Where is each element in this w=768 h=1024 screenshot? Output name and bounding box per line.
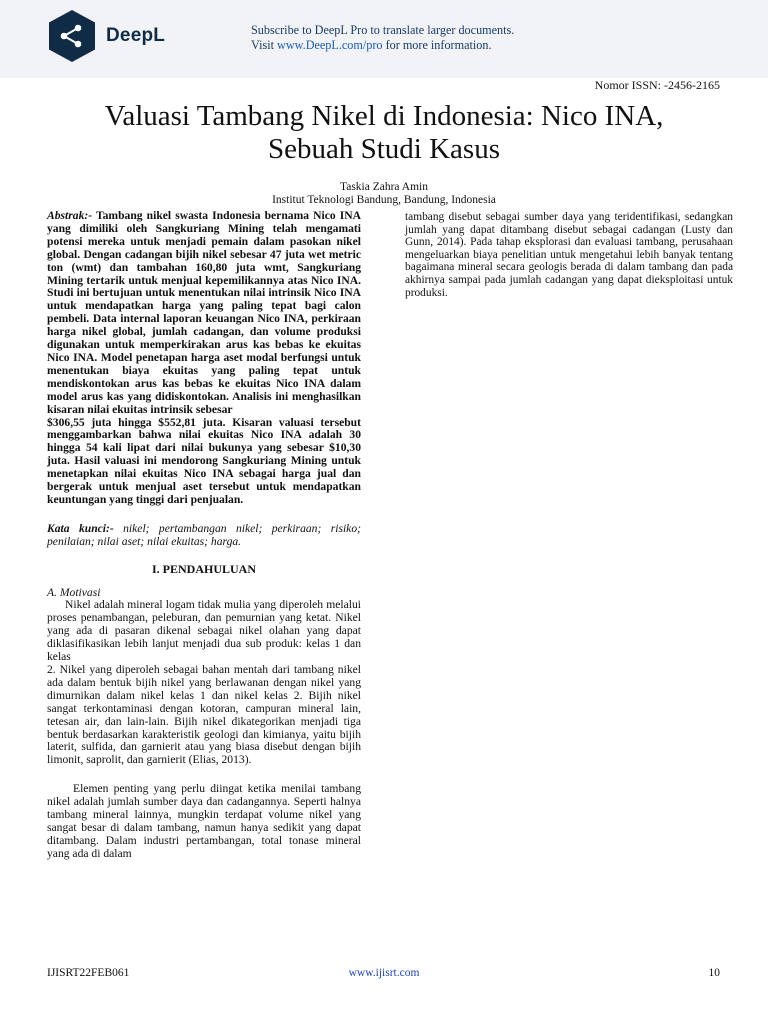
abstract-continued: $306,55 juta hingga $552,81 juta. Kisaran valuasi tersebut menggambarkan bahwa nilai ekuitas Nico INA adalah 30 hingga 54 kali lipat dari nilai bukunya yang sebesar $10,30 juta. Hasil valuasi ini mendorong Sangkuriang Mining untuk menetapkan nilai ekuitas Nico INA sebagai harga jual dan bergerak untuk menjual aset tersebut untuk mendapatkan keuntungan yang tinggi dari penjualan.: [47, 415, 361, 506]
keywords-text: nikel; pertambangan nikel; perkiraan; risiko; penilaian; nilai aset; nilai ekuitas; harga.: [47, 521, 361, 548]
promo-line-1: Subscribe to DeepL Pro to translate larger documents.: [251, 23, 515, 37]
author-affiliation: Institut Teknologi Bandung, Bandung, Indonesia: [272, 194, 496, 206]
author-name: Taskia Zahra Amin: [340, 181, 428, 193]
paper-title-line-1: Valuasi Tambang Nikel di Indonesia: Nico INA,: [104, 100, 664, 132]
intro-paragraph-1b: 2. Nikel yang diperoleh sebagai bahan mentah dari tambang nikel ada dalam bentuk bijih nikel yang berlawanan dengan nikel yang dimurnikan dalam nikel kelas 1 dan nikel kelas 2. Bijih nikel sangat terkontaminasi dengan kotoran, campuran mineral lain, tetesan air, dan lain-lain. Bijih nikel dikategorikan menjadi tiga bentuk berdasarkan karakteristik geologi dan kimianya, yaitu bijih laterit, sulfida, dan garnierit atau yang biasa disebut dengan bijih limonit, saprolit, dan garnierit (Elias, 2013).: [47, 663, 361, 767]
right-column: [405, 211, 733, 299]
intro-paragraph-2: Elemen penting yang perlu diingat ketika menilai tambang nikel adalah jumlah sumber daya dan cadangannya. Seperti halnya tambang mineral lainnya, mungkin terdapat volume nikel yang sangat besar di dalam tambang, namun hanya sedikit yang dapat ditambang. Dalam industri pertambangan, total tonase mineral yang ada di dalam: [47, 782, 361, 860]
deepl-banner: [0, 0, 768, 78]
deepl-pro-link[interactable]: www.DeepL.com/pro: [277, 37, 383, 52]
left-column: [47, 210, 361, 861]
footer-website-link[interactable]: www.ijisrt.com: [348, 967, 420, 979]
promo-suffix: for more information.: [382, 37, 492, 52]
page-number: 10: [708, 967, 720, 979]
footer-paper-id: IJISRT22FEB061: [47, 967, 130, 979]
right-column-paragraph: tambang disebut sebagai sumber daya yang teridentifikasi, sedangkan jumlah yang dapat ditambang disebut sebagai cadangan (Lusty dan Gunn, 2014). Pada tahap eksplorasi dan evaluasi tambang, perusahaan mengeluarkan biaya penelitian untuk mengetahui lebih banyak tentang bagaimana mineral secara geologis berada di dalam tambang dan pada akhirnya sampai pada jumlah cadangan yang dapat dieksploitasi untuk produksi.: [405, 211, 733, 299]
abstract-label: Abstrak:-: [47, 209, 93, 222]
promo-prefix: Visit: [251, 37, 278, 52]
paper-title: [40, 100, 728, 166]
promo-text: [251, 23, 514, 52]
promo-line-2: [251, 38, 514, 53]
paper-title-line-2: Sebuah Studi Kasus: [268, 133, 500, 165]
abstract-text: Tambang nikel swasta Indonesia bernama Nico INA yang dimiliki oleh Sangkuriang Mining telah mengamati potensi mereka untuk menjadi pemain dalam pasokan nikel global. Dengan cadangan bijih nikel sebesar 47 juta wet metric ton (wmt) dan tambahan 160,80 juta wmt, Sangkuriang Mining tertarik untuk menjual kepemilikannya atas Nico INA. Studi ini bertujuan untuk menentukan nilai intrinsik Nico INA untuk mendapatkan harga yang paling tepat bagi calon pembeli. Data internal laporan keuangan Nico INA, perkiraan harga nikel global, jumlah cadangan, dan volume produksi digunakan untuk memperkirakan arus kas bebas ke ekuitas Nico INA. Model penetapan harga aset modal berfungsi untuk menentukan biaya ekuitas yang paling tepat untuk mendiskontokan arus kas bebas ke ekuitas Nico INA dalam model arus kas yang didiskontokan. Analisis ini menghasilkan kisaran nilai ekuitas intrinsik sebesar: [47, 209, 361, 416]
author-block: [40, 181, 728, 207]
subsection-heading: A. Motivasi: [47, 585, 101, 599]
section-heading: I. PENDAHULUAN: [151, 561, 256, 576]
deepl-logo-icon[interactable]: [47, 9, 97, 63]
deepl-logo-text: DeepL: [106, 25, 166, 46]
abstract: [47, 210, 361, 417]
intro-paragraph-1: Nikel adalah mineral logam tidak mulia yang diperoleh melalui proses penambangan, peleburan, dan pemurnian yang ketat. Nikel yang ada di pasaran dikenal sebagai nikel olahan yang dapat diklasifikasikan lebih lanjut menjadi dua sub produk: kelas 1 dan kelas: [47, 598, 361, 664]
keywords-label: Kata kunci:-: [47, 521, 114, 535]
issn-number: Nomor ISSN: -2456-2165: [594, 78, 720, 92]
keywords: [47, 523, 361, 549]
